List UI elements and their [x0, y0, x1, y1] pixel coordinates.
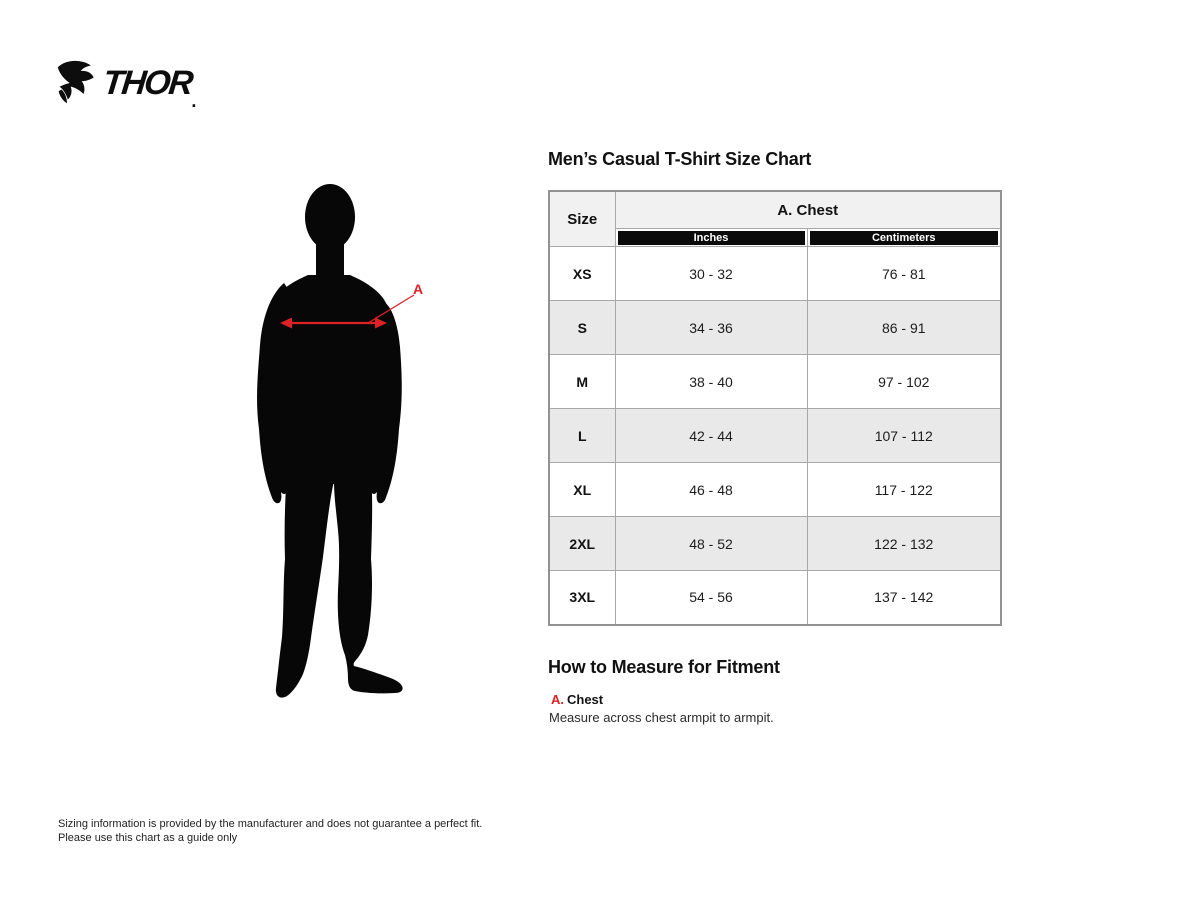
body-silhouette: [250, 183, 440, 705]
centimeters-value: 97 - 102: [807, 355, 1001, 409]
how-to-measure-heading: How to Measure for Fitment: [548, 657, 780, 677]
unit-header-centimeters: Centimeters: [810, 231, 999, 245]
size-chart-table: [548, 190, 1002, 626]
centimeters-value: 137 - 142: [807, 571, 1001, 625]
size-label: M: [549, 355, 615, 409]
size-chart-title: Men’s Casual T-Shirt Size Chart: [548, 149, 812, 169]
column-header-chest: A. Chest: [615, 191, 1001, 229]
inches-value: 54 - 56: [615, 571, 807, 625]
size-label: XL: [549, 463, 615, 517]
unit-header-inches: Inches: [618, 231, 805, 245]
disclaimer: [58, 817, 482, 845]
size-label: S: [549, 301, 615, 355]
inches-value: 30 - 32: [615, 247, 807, 301]
size-label: 2XL: [549, 517, 615, 571]
unit-header-inches-cell: [615, 229, 807, 247]
table-row: [549, 517, 1001, 571]
table-row: [549, 463, 1001, 517]
inches-value: 48 - 52: [615, 517, 807, 571]
size-label: 3XL: [549, 571, 615, 625]
inches-value: 38 - 40: [615, 355, 807, 409]
table-row: [549, 355, 1001, 409]
table-row: [549, 571, 1001, 625]
inches-value: 34 - 36: [615, 301, 807, 355]
centimeters-value: 117 - 122: [807, 463, 1001, 517]
disclaimer-line-1: Sizing information is provided by the manufacturer and does not guarantee a perfect fit.: [58, 818, 483, 830]
thor-helmet-icon: [55, 58, 101, 108]
measure-item-description: Measure across chest armpit to armpit.: [549, 710, 774, 725]
disclaimer-line-2: Please use this chart as a guide only: [58, 832, 238, 844]
brand-trademark-dot: .: [191, 91, 197, 111]
table-row: [549, 409, 1001, 463]
size-label: XS: [549, 247, 615, 301]
man-figure: [257, 184, 403, 698]
table-row: [549, 301, 1001, 355]
centimeters-value: 107 - 112: [807, 409, 1001, 463]
unit-header-centimeters-cell: [807, 229, 1001, 247]
brand-name: THOR: [101, 64, 194, 102]
measure-item-chest: [551, 692, 603, 707]
measure-label-a: A: [413, 281, 424, 297]
column-header-size: Size: [549, 191, 615, 247]
inches-value: 46 - 48: [615, 463, 807, 517]
inches-value: 42 - 44: [615, 409, 807, 463]
size-chart-table-wrap: [548, 190, 1002, 626]
size-label: L: [549, 409, 615, 463]
measure-item-key: A.: [551, 692, 564, 707]
centimeters-value: 122 - 132: [807, 517, 1001, 571]
centimeters-value: 86 - 91: [807, 301, 1001, 355]
brand-logo: [55, 58, 197, 111]
table-row: [549, 247, 1001, 301]
measure-item-name: Chest: [567, 692, 604, 707]
centimeters-value: 76 - 81: [807, 247, 1001, 301]
